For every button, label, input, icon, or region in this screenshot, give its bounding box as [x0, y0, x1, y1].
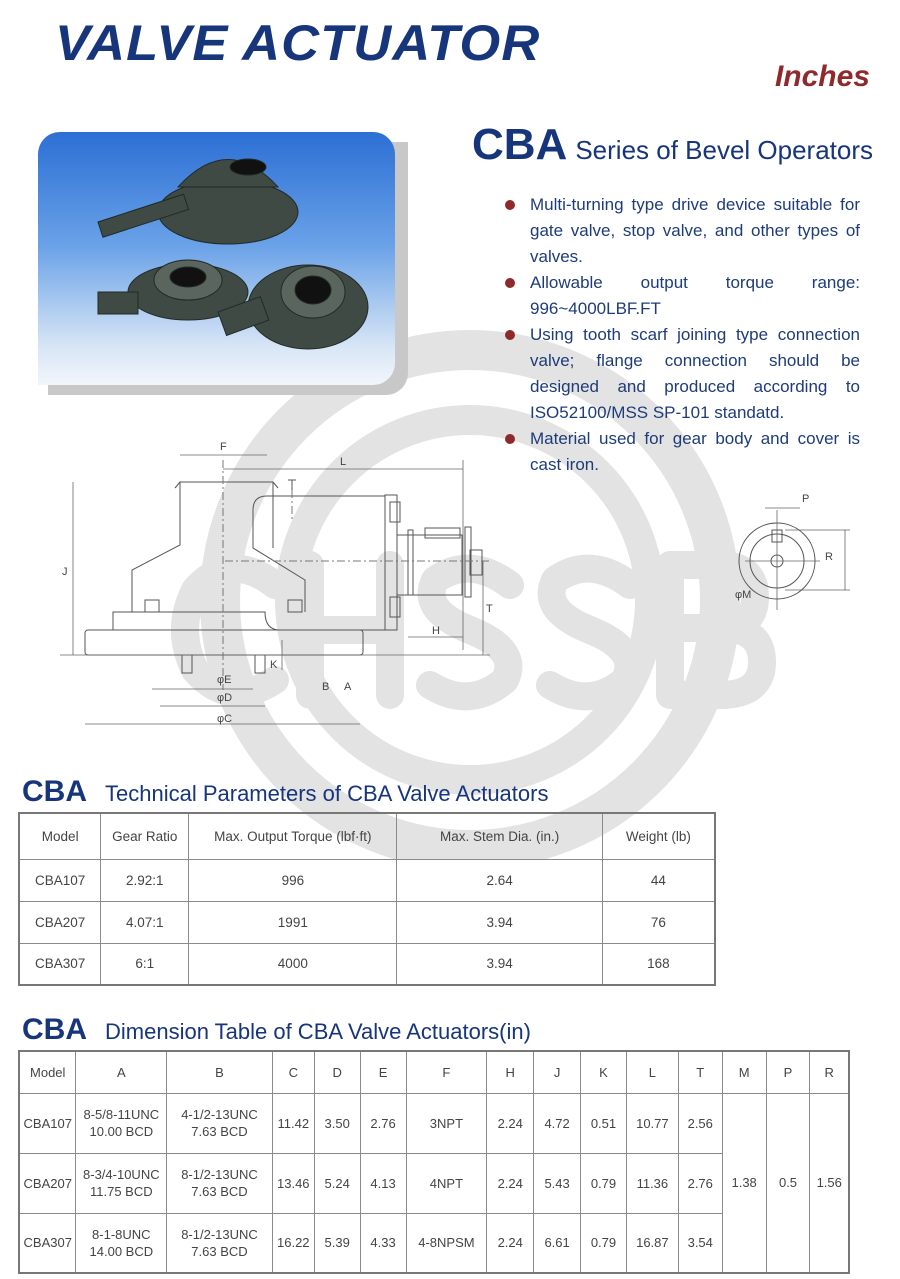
table-row: CBA207 8-3/4-10UNC 11.75 BCD 8-1/2-13UNC 7.63 BCD 13.46 5.24 4.13 4NPT 2.24 5.43 0.79 11.36 2.76 [19, 1153, 849, 1213]
bullet-icon [505, 200, 515, 210]
table-row: CBA307 6:1 4000 3.94 168 [19, 943, 715, 985]
table-row: CBA107 8-5/8-11UNC 10.00 BCD 4-1/2-13UNC 7.63 BCD 11.42 3.50 2.76 3NPT 2.24 4.72 0.51 10.77 2.56 1.38 0.5 1.56 [19, 1093, 849, 1153]
label-c: φC [217, 713, 233, 725]
series-heading [472, 120, 873, 170]
label-d: φD [217, 692, 233, 704]
feature-item: Material used for gear body and cover is cast iron. [503, 426, 860, 478]
label-f: F [220, 441, 227, 453]
label-m: φM [735, 589, 752, 601]
table-header-row: Model Gear Ratio Max. Output Torque (lbf·ft) Max. Stem Dia. (in.) Weight (lb) [19, 813, 715, 859]
tech-section-heading: CBA Technical Parameters of CBA Valve Actuators [22, 775, 549, 808]
technical-drawing [60, 440, 860, 740]
label-t: T [486, 603, 493, 615]
dim-section-heading: CBA Dimension Table of CBA Valve Actuators(in) [22, 1013, 531, 1046]
table-row: CBA107 2.92:1 996 2.64 44 [19, 859, 715, 901]
dimension-table [18, 1050, 850, 1274]
label-h: H [432, 625, 440, 637]
series-code: CBA [472, 120, 568, 169]
feature-item: Allowable output torque range: 996~4000LBF.FT [503, 270, 860, 322]
label-b: B [322, 681, 330, 693]
feature-item: Using tooth scarf joining type connection valve; flange connection should be designed and produced according to ISO52100/MSS SP-101 standatd. [503, 322, 860, 426]
label-k: K [270, 659, 278, 671]
series-title: Series of Bevel Operators [575, 135, 874, 165]
label-j: J [62, 566, 68, 578]
label-r: R [825, 551, 833, 563]
units-label: Inches [774, 60, 870, 93]
table-row: CBA307 8-1-8UNC 14.00 BCD 8-1/2-13UNC 7.63 BCD 16.22 5.39 4.33 4-8NPSM 2.24 6.61 0.79 16.87 3.54 [19, 1213, 849, 1273]
bullet-icon [505, 330, 515, 340]
bullet-icon [505, 278, 515, 288]
page-title: VALVE ACTUATOR [55, 15, 541, 71]
table-row: CBA207 4.07:1 1991 3.94 76 [19, 901, 715, 943]
label-l: L [340, 456, 347, 468]
table-header-row: Model A B C D E F H J K L T M P R [19, 1051, 849, 1093]
label-e: φE [217, 674, 232, 686]
feature-item: Multi-turning type drive device suitable for gate valve, stop valve, and other types of valves. [503, 192, 860, 270]
label-a: A [344, 681, 352, 693]
feature-list [503, 192, 860, 478]
product-photo [38, 132, 395, 385]
technical-parameters-table [18, 812, 716, 986]
label-p: P [802, 493, 810, 505]
